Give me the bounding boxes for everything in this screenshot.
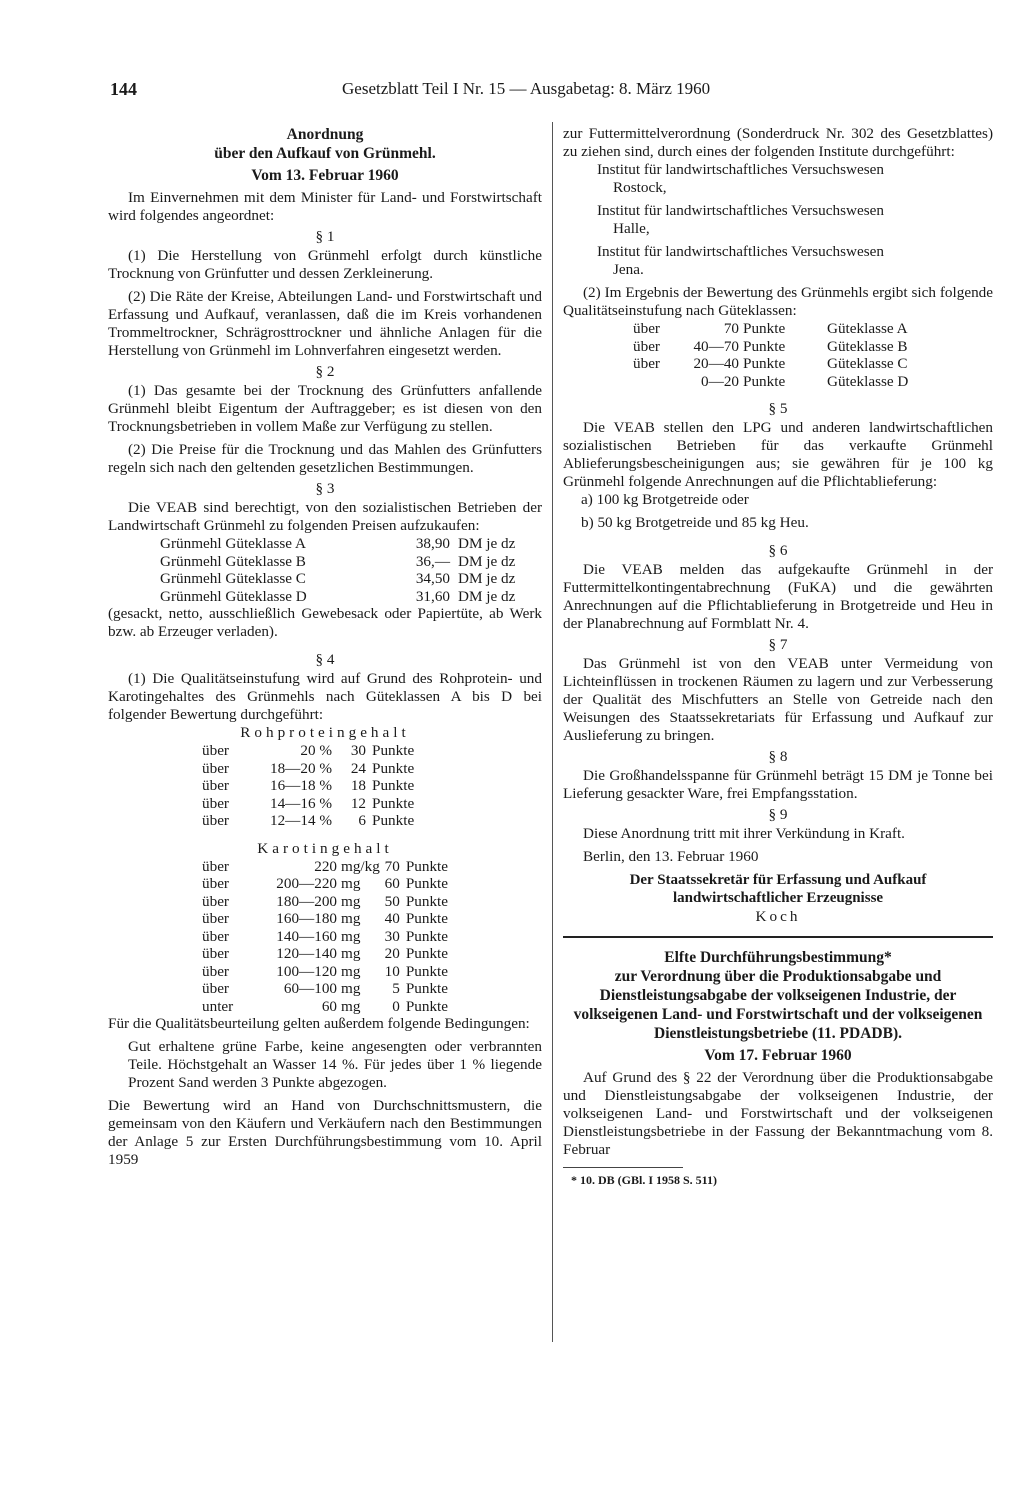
- institute-name: Institut für landwirtschaftliches Versuchswesen: [597, 243, 884, 260]
- price-row: [160, 535, 515, 553]
- price-label: Grünmehl Güteklasse C: [160, 570, 306, 587]
- institute-city: Rostock,: [613, 179, 667, 196]
- price-value: 36,—: [415, 552, 450, 570]
- bedingungen-intro: Für die Qualitätsbeurteilung gelten außerdem folgende Bedingungen:: [108, 1015, 530, 1032]
- cell-prefix: über: [633, 337, 660, 355]
- cell-range: 70: [723, 320, 739, 337]
- cell-unit: Punkte: [405, 962, 449, 980]
- cell-prefix: über: [202, 962, 229, 980]
- cell-unit: Punkte: [405, 910, 449, 927]
- cell-prefix: über: [202, 875, 229, 892]
- section-5-heading: § 5: [768, 400, 788, 417]
- section-3-heading: § 3: [315, 480, 335, 497]
- anordnung-date: Vom 13. Februar 1960: [251, 167, 399, 184]
- cell-unit-mg: mg: [341, 980, 361, 997]
- cell-prefix: [633, 373, 681, 391]
- table-row: [202, 928, 448, 946]
- table-row: [202, 742, 414, 760]
- cell-prefix: über: [202, 742, 229, 759]
- gueteklasse-table: [633, 320, 908, 390]
- price-label: Grünmehl Güteklasse D: [160, 587, 307, 605]
- continuation-paragraph: zur Futtermittelverordnung (Sonderdruck Nr. 302 des Gesetzblattes) zu ziehen sind, durch eines der folgenden Institute durchgeführt:: [563, 125, 993, 160]
- section-divider: [563, 936, 993, 938]
- cell-points: 0: [392, 997, 400, 1015]
- cell-range: 0—20: [701, 372, 739, 390]
- price-row: [160, 570, 515, 588]
- pdadb-subtitle: zur Verordnung über die Produktionsabgabe und Dienstleistungsabgabe der volkseigenen Industrie, der volkseigenen Land- und Forstwirtschaft und der volkseigenen Dienstleistungsbetriebe (11. PDADB).: [573, 968, 983, 1042]
- cell-range: 220: [314, 857, 337, 875]
- cell-unit: Punkte: [405, 997, 449, 1015]
- cell-points: 18: [350, 777, 366, 794]
- table-row: [202, 875, 448, 893]
- section-2-para-1: (1) Das gesamte bei der Trocknung des Grünfutters anfallende Grünmehl bleibt Eigentum der Auftraggeber; es ist diesen von den Trocknungsbetrieben in vollem Maße zur Verfügung zu stellen.: [108, 382, 542, 435]
- price-value: 34,50: [415, 570, 450, 587]
- cell-range: 100—120: [276, 962, 337, 980]
- cell-prefix: über: [202, 857, 229, 875]
- intro-paragraph: Im Einvernehmen mit dem Minister für Land- und Forstwirtschaft wird folgendes angeordnet:: [108, 189, 542, 224]
- section-9-heading: § 9: [768, 806, 788, 823]
- running-head: Gesetzblatt Teil I Nr. 15 — Ausgabetag: 8. März 1960: [342, 79, 711, 98]
- cell-range: 20 %: [300, 742, 332, 759]
- cell-points: 30: [384, 927, 400, 945]
- cell-range: 16—18 %: [269, 777, 332, 794]
- cell-range: 180—200: [276, 892, 337, 910]
- cell-range: 140—160: [276, 927, 337, 945]
- footnote: * 10. DB (GBl. I 1958 S. 511): [571, 1173, 718, 1187]
- cell-range: 20—40: [693, 355, 739, 372]
- karotin-title: Karotingehalt: [257, 839, 393, 857]
- institute-city: Jena.: [613, 261, 644, 278]
- cell-range: 18—20 %: [269, 759, 332, 777]
- cell-unit-mg: mg/kg: [341, 857, 380, 875]
- anordnung-subtitle: über den Aufkauf von Grünmehl.: [214, 145, 436, 162]
- cell-unit: Punkte: [743, 372, 786, 390]
- section-6-para-1: Die VEAB melden das aufgekaufte Grünmehl in der Futtermittelkontingentabrechnung (FuKA) und die gewährten Anrechnungen auf die Pflichtablieferung in Brotgetreide und Heu in der Planabrechnung auf Formblatt Nr. 4.: [563, 561, 993, 632]
- pdadb-title: Elfte Durchführungsbestimmung*: [664, 949, 892, 966]
- table-row: [633, 355, 908, 373]
- cell-points: 30: [350, 742, 366, 759]
- cell-points: 6: [358, 812, 366, 829]
- price-unit: DM je dz: [458, 587, 516, 605]
- right-column: [563, 125, 993, 1189]
- cell-unit: Punkte: [372, 759, 415, 777]
- cell-points: 50: [384, 892, 400, 910]
- cell-range: 60—100: [283, 980, 337, 997]
- cell-points: 20: [384, 945, 400, 962]
- cell-unit: Punkte: [405, 980, 449, 997]
- cell-points: 40: [384, 910, 400, 927]
- cell-unit: Punkte: [743, 320, 786, 337]
- section-3-note: (gesackt, netto, ausschließlich Gewebesack oder Papiertüte, ab Werk bzw. ab Erzeuger verladen).: [108, 605, 542, 640]
- cell-range: 14—16 %: [269, 794, 332, 812]
- cell-points: 70: [384, 857, 400, 875]
- section-1-para-1: (1) Die Herstellung von Grünmehl erfolgt durch künstliche Trocknung von Grünfutter und dessen Zerkleinerung.: [108, 247, 542, 282]
- list-item-b: b) 50 kg Brotgetreide und 85 kg Heu.: [581, 514, 809, 531]
- cell-unit-mg: mg: [341, 875, 361, 892]
- table-row: [633, 373, 908, 391]
- cell-range: 40—70: [693, 337, 739, 355]
- institute-name: Institut für landwirtschaftliches Versuchswesen: [597, 202, 884, 219]
- cell-prefix: über: [202, 794, 229, 812]
- cell-unit: Punkte: [405, 857, 449, 875]
- cell-unit: Punkte: [405, 892, 449, 910]
- section-6-heading: § 6: [768, 542, 788, 559]
- cell-unit: Punkte: [405, 875, 449, 892]
- table-row: [202, 980, 448, 998]
- cell-unit: Punkte: [405, 927, 449, 945]
- cell-prefix: über: [202, 980, 229, 997]
- pdadb-date: Vom 17. Februar 1960: [704, 1047, 852, 1064]
- cell-unit-mg: mg: [341, 892, 361, 910]
- table-row: [202, 812, 414, 830]
- cell-prefix: über: [202, 777, 229, 794]
- karotin-table: [202, 858, 448, 1016]
- cell-range: 120—140: [276, 945, 337, 962]
- cell-unit: Punkte: [743, 355, 786, 372]
- price-unit: DM je dz: [458, 535, 516, 552]
- table-row: [202, 963, 448, 981]
- cell-class: Güteklasse A: [827, 320, 908, 337]
- cell-unit-mg: mg: [341, 927, 361, 945]
- cell-range: 60: [321, 997, 337, 1015]
- table-row: [202, 777, 414, 795]
- section-1-para-2: (2) Die Räte der Kreise, Abteilungen Land- und Forstwirtschaft und Erfassung und Aufkauf, veranlassen, daß die im Kreis vorhandenen Trommeltrockner, Schrägrosttrockner und ähnliche Anlagen für die Herstellung von Grünmehl im Lohnverfahren eingesetzt werden.: [108, 288, 542, 359]
- cell-unit: Punkte: [405, 945, 449, 962]
- section-4-para-1: (1) Die Qualitätseinstufung wird auf Grund des Rohprotein- und Karotingehaltes des Grünmehls nach Güteklassen A bis D bei folgender Bewertung durchgeführt:: [108, 670, 542, 723]
- cell-points: 60: [384, 875, 400, 892]
- price-label: Grünmehl Güteklasse B: [160, 552, 306, 570]
- price-unit: DM je dz: [458, 570, 516, 587]
- price-value: 31,60: [415, 587, 450, 605]
- section-8-para-1: Die Großhandelsspanne für Grünmehl beträgt 15 DM je Tonne bei Lieferung gesackter Ware, frei Empfangsstation.: [563, 767, 993, 802]
- institute-city: Halle,: [613, 220, 650, 237]
- cell-prefix: über: [202, 910, 229, 927]
- table-row: [202, 893, 448, 911]
- cell-unit: Punkte: [372, 777, 415, 794]
- cell-points: 12: [350, 794, 366, 812]
- place-date: Berlin, den 13. Februar 1960: [583, 848, 759, 865]
- cell-prefix: über: [202, 927, 229, 945]
- table-row: [202, 998, 448, 1016]
- section-7-heading: § 7: [768, 636, 788, 653]
- institute-list: [597, 161, 993, 279]
- list-item-a: a) 100 kg Brotgetreide oder: [581, 491, 749, 508]
- cell-unit: Punkte: [372, 812, 415, 829]
- bedingungen-text: Gut erhaltene grüne Farbe, keine angesengten oder verbrannten Teile. Höchstgehalt an Wasser 14 %. Für jedes über 1 % liegende Prozent Sand werden 3 Punkte abgezogen.: [128, 1038, 542, 1091]
- cell-prefix: unter: [202, 997, 234, 1015]
- cell-unit-mg: mg: [341, 945, 361, 962]
- table-row: [202, 858, 448, 876]
- cell-class: Güteklasse C: [827, 355, 908, 372]
- cell-unit-mg: mg: [341, 962, 361, 980]
- section-9-para-1: Diese Anordnung tritt mit ihrer Verkündung in Kraft.: [583, 825, 905, 842]
- table-row: [202, 910, 448, 928]
- rohprotein-title: Rohproteingehalt: [240, 724, 410, 741]
- cell-prefix: über: [633, 355, 660, 372]
- institute-name: Institut für landwirtschaftliches Versuchswesen: [597, 161, 884, 178]
- cell-prefix: über: [202, 759, 229, 777]
- cell-class: Güteklasse D: [827, 372, 909, 390]
- cell-points: 5: [392, 980, 400, 997]
- rohprotein-table: [202, 742, 414, 830]
- cell-prefix: über: [202, 892, 229, 910]
- column-divider: [552, 122, 553, 1342]
- anordnung-title: Anordnung: [286, 126, 364, 143]
- table-row: [202, 795, 414, 813]
- table-row: [633, 338, 908, 356]
- cell-range: 160—180: [276, 910, 337, 927]
- table-row: [202, 760, 414, 778]
- section-8-heading: § 8: [768, 748, 788, 765]
- price-value: 38,90: [415, 535, 450, 552]
- cell-prefix: über: [202, 812, 229, 829]
- price-table: [160, 535, 515, 605]
- cell-points: 10: [384, 962, 400, 980]
- price-row: [160, 553, 515, 571]
- cell-prefix: über: [633, 320, 660, 337]
- page-number: 144: [110, 79, 137, 99]
- price-row: [160, 588, 515, 606]
- table-row: [202, 945, 448, 963]
- cell-unit-mg: mg: [341, 910, 361, 927]
- section-2-para-2: (2) Die Preise für die Trocknung und das Mahlen des Grünfutters regeln sich nach den geltenden gesetzlichen Bestimmungen.: [108, 441, 542, 476]
- section-4-heading: § 4: [315, 651, 335, 668]
- footnote-rule: [563, 1167, 683, 1168]
- left-column: [108, 125, 542, 1169]
- cell-points: 24: [350, 759, 366, 777]
- bewertung-paragraph: Die Bewertung wird an Hand von Durchschnittsmustern, die gemeinsam von den Käufern und Verkäufern nach den Bestimmungen der Anlage 5 zur Ersten Durchführungsbestimmung vom 10. April 1959: [108, 1097, 542, 1168]
- cell-unit-mg: mg: [341, 997, 361, 1015]
- price-label: Grünmehl Güteklasse A: [160, 535, 306, 552]
- cell-range: 200—220: [276, 875, 337, 892]
- section-1-heading: § 1: [315, 228, 335, 245]
- cell-unit: Punkte: [372, 742, 415, 759]
- signer-title: Der Staatssekretär für Erfassung und Aufkauf landwirtschaftlicher Erzeugnisse: [629, 872, 927, 906]
- signer-name: Koch: [755, 908, 801, 925]
- cell-range: 12—14 %: [269, 812, 332, 829]
- cell-class: Güteklasse B: [827, 337, 908, 355]
- price-unit: DM je dz: [458, 552, 516, 570]
- section-7-para-1: Das Grünmehl ist von den VEAB unter Vermeidung von Lichteinflüssen in trockenen Räumen zu lagern und zur Verbesserung der Qualität des Mischfutters an Stelle von Getreide nach den Weisungen des Staatssekretariats für Erfassung und Aufkauf zur Auslieferung zu bringen.: [563, 655, 993, 744]
- cell-unit: Punkte: [743, 337, 786, 355]
- section-3-para-1: Die VEAB sind berechtigt, von den sozialistischen Betrieben der Landwirtschaft Grünmehl zu folgenden Preisen aufzukaufen:: [108, 499, 542, 534]
- section-4-para-2: (2) Im Ergebnis der Bewertung des Grünmehls ergibt sich folgende Qualitätseinstufung nach Güteklassen:: [563, 284, 993, 319]
- pdadb-intro: Auf Grund des § 22 der Verordnung über die Produktionsabgabe und Dienstleistungsabgabe der volkseigenen Industrie, der volkseigenen Land- und Forstwirtschaft und der volkseigenen Dienstleistungsbetriebe in der Fassung der Bekanntmachung vom 8. Februar: [563, 1069, 993, 1158]
- cell-prefix: über: [202, 945, 229, 962]
- section-5-para-1: Die VEAB stellen den LPG und anderen landwirtschaftlichen sozialistischen Betrieben für das verkaufte Grünmehl Ablieferungsbescheinigungen aus; sie gewähren für je 100 kg Grünmehl folgende Anrechnungen auf die Pflichtablieferung:: [563, 419, 993, 490]
- cell-unit: Punkte: [372, 794, 415, 812]
- table-row: [633, 320, 908, 338]
- section-2-heading: § 2: [315, 363, 335, 380]
